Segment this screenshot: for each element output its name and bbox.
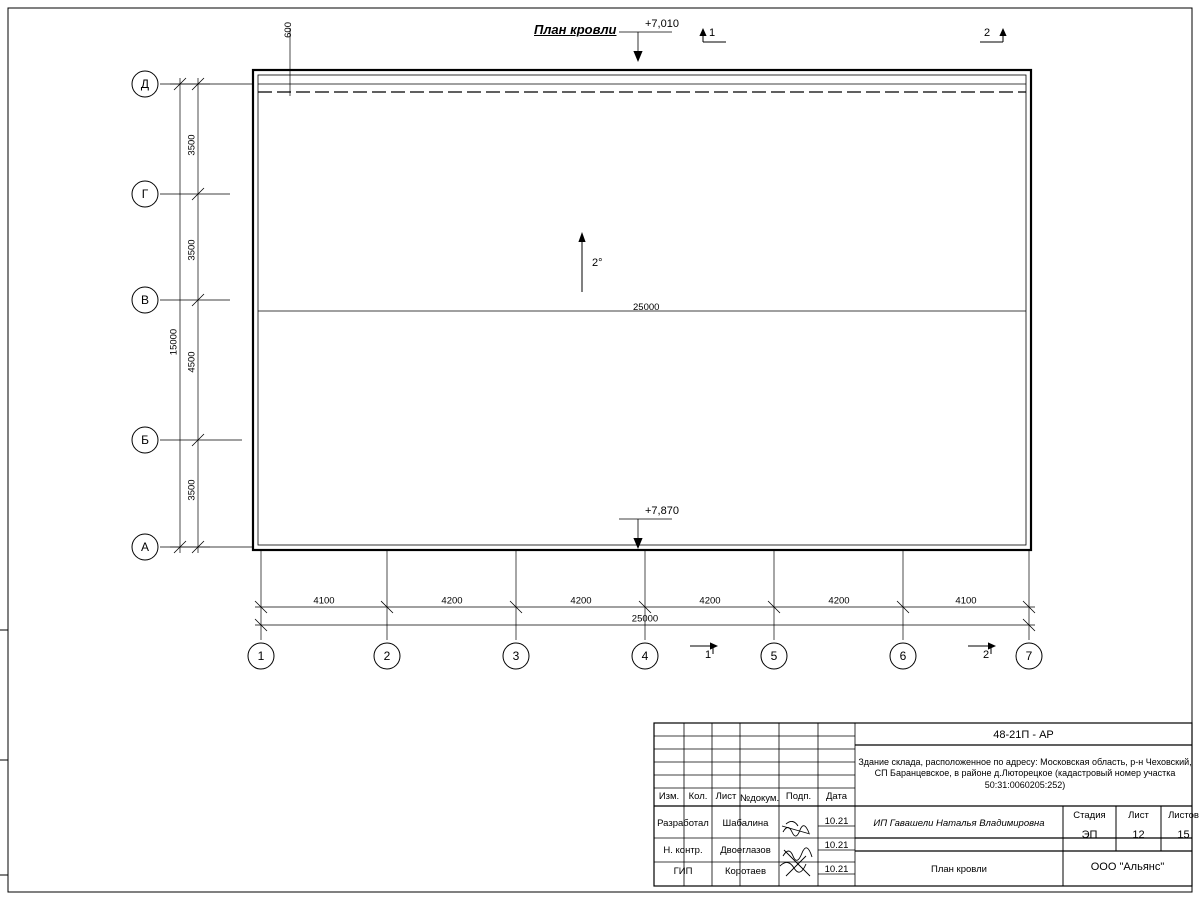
overhang-dimension: 600 <box>283 22 294 38</box>
vertical-dim-1: 3500 <box>186 134 198 156</box>
tb-role-2: ГИП <box>673 866 693 877</box>
horizontal-dim-6: 4100 <box>955 595 977 607</box>
horizontal-dim-1: 4100 <box>313 595 335 607</box>
overall-length-dimension: 25000 <box>631 613 659 625</box>
vertical-dim-2: 3500 <box>186 239 198 261</box>
tb-name-2: Коротаев <box>724 866 767 877</box>
section-mark-1-bottom <box>690 642 718 654</box>
axis-label-1: 1 <box>257 649 265 663</box>
vertical-dim-3: 4500 <box>186 351 198 373</box>
elevation-top-label: +7,010 <box>645 18 679 30</box>
vertical-axis-lines <box>160 84 253 547</box>
tb-name-1: Двоеглазов <box>720 845 771 856</box>
plan-title: План кровли <box>534 22 617 37</box>
tb-role-0: Разработал <box>657 818 709 829</box>
slope-label: 2° <box>592 257 603 269</box>
vertical-dim-4: 3500 <box>186 479 198 501</box>
section-label-2-bottom: 2 <box>983 649 990 661</box>
tb-col-data: Дата <box>825 791 848 802</box>
elevation-marker-bottom <box>619 519 672 549</box>
elevation-marker-top <box>619 32 672 62</box>
section-mark-2-bottom <box>968 642 996 654</box>
stage-header: Стадия <box>1073 810 1106 821</box>
tb-date-0: 10.21 <box>824 816 849 827</box>
tb-col-nodok: №докум. <box>740 793 780 804</box>
horizontal-dim-3: 4200 <box>570 595 592 607</box>
axis-label-6: 6 <box>899 649 907 663</box>
axis-label-2: 2 <box>383 649 391 663</box>
axis-label-b: Б <box>141 433 149 447</box>
tb-role-1: Н. контр. <box>663 845 703 856</box>
elevation-bottom-label: +7,870 <box>645 505 679 517</box>
axis-label-g: Г <box>141 187 149 201</box>
overall-height-dimension: 15000 <box>168 328 180 356</box>
axis-label-d: Д <box>140 77 150 91</box>
horizontal-axis-lines <box>261 550 1029 640</box>
sheet-value: 12 <box>1132 829 1145 841</box>
tb-col-list: Лист <box>715 791 737 802</box>
section-label-2-top: 2 <box>984 27 991 39</box>
sheets-header: Листов <box>1168 810 1199 821</box>
sheet-name: План кровли <box>931 864 987 875</box>
tb-date-1: 10.21 <box>824 840 849 851</box>
axis-label-3: 3 <box>512 649 520 663</box>
ridge-length-dimension: 25000 <box>633 302 660 313</box>
tb-name-0: Шабалина <box>722 818 769 829</box>
horizontal-dim-4: 4200 <box>699 595 721 607</box>
axis-label-7: 7 <box>1025 649 1033 663</box>
horizontal-dim-2: 4200 <box>441 595 463 607</box>
sheets-value: 15 <box>1177 829 1190 841</box>
customer-name: ИП Гавашели Наталья Владимировна <box>873 818 1045 829</box>
axis-label-4: 4 <box>641 649 649 663</box>
horizontal-dim-5: 4200 <box>828 595 850 607</box>
slope-arrow <box>578 232 585 292</box>
tb-date-2: 10.21 <box>824 864 849 875</box>
axis-label-a: А <box>140 540 150 554</box>
stage-value: ЭП <box>1081 829 1098 841</box>
section-label-1-top: 1 <box>709 27 716 39</box>
overhang-leader <box>284 28 296 96</box>
sheet-header: Лист <box>1128 810 1149 821</box>
axis-label-v: В <box>140 293 150 307</box>
tb-col-podp: Подп. <box>785 791 812 802</box>
axis-label-5: 5 <box>770 649 778 663</box>
section-label-1-bottom: 1 <box>705 649 712 661</box>
document-code: 48-21П - АР <box>993 729 1054 741</box>
company-name: ООО "Альянс" <box>1090 861 1165 873</box>
object-description: Здание склада, расположенное по адресу: Московская область, р-н Чеховский, СП Баранцевское, в районе д.Люторецкое (кадастровый номер участка 50:31:0060205:252) <box>858 757 1192 790</box>
tb-col-izm: Изм. <box>658 791 680 802</box>
tb-col-kol: Кол. <box>688 791 708 802</box>
